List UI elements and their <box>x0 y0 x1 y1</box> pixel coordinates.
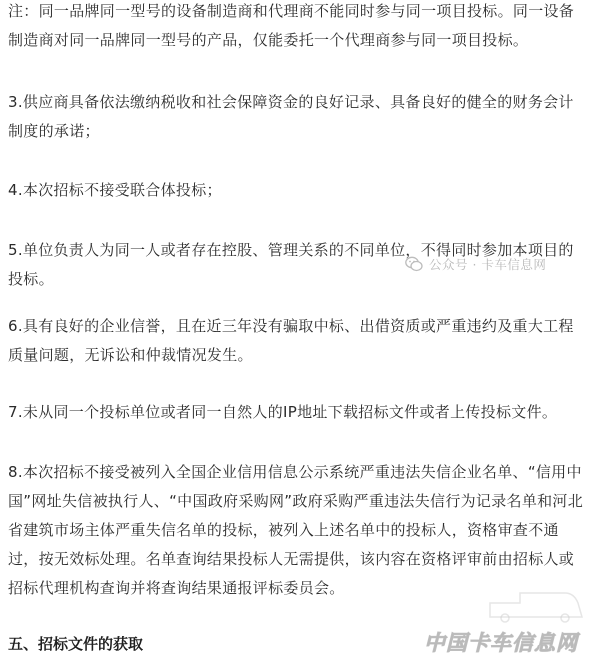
paragraph-item-6 <box>8 312 592 370</box>
paragraph-note <box>8 0 592 55</box>
paragraph-line: 5.单位负责人为同一人或者存在控股、管理关系的不同单位，不得同时参加本项目的 <box>8 241 574 259</box>
paragraph-item-8 <box>8 458 592 603</box>
paragraph-line: 7.未从同一个投标单位或者同一自然人的IP地址下载招标文件或者上传投标文件。 <box>8 403 558 421</box>
paragraph-item-3 <box>8 88 592 146</box>
watermark-text: 公众号 · 卡车信息网 <box>429 257 547 272</box>
paragraph-line: 质量问题，无诉讼和仲裁情况发生。 <box>8 346 253 364</box>
paragraph-item-7 <box>8 398 592 427</box>
site-logo: 中国卡车信息网 <box>424 631 578 655</box>
paragraph-line: 6.具有良好的企业信誉，且在近三年没有骗取中标、出借资质或严重违约及重大工程 <box>8 317 574 335</box>
paragraph-line: 制造商对同一品牌同一型号的产品，仅能委托一个代理商参与同一项目投标。 <box>8 31 529 49</box>
paragraph-line: 国”网址失信被执行人、“中国政府采购网”政府采购严重违法失信行为记录名单和河北 <box>8 492 584 510</box>
section-heading: 五、招标文件的获取 <box>8 635 144 653</box>
paragraph-line: 过，按无效标处理。名单查询结果投标人无需提供，该内容在资格评审前由招标人或 <box>8 550 575 568</box>
paragraph-item-4 <box>8 176 592 205</box>
truck-logo-icon <box>470 585 590 625</box>
paragraph-line: 4.本次招标不接受联合体投标； <box>8 181 222 199</box>
paragraph-line: 省建筑市场主体严重失信名单的投标，被列入上述名单中的投标人，资格审查不通 <box>8 521 559 539</box>
paragraph-line: 8.本次招标不接受被列入全国企业信用信息公示系统严重违法失信企业名单、“信用中 <box>8 463 582 481</box>
wechat-icon <box>405 256 423 272</box>
paragraph-line: 制度的承诺； <box>8 122 100 140</box>
paragraph-line: 投标。 <box>8 270 54 288</box>
paragraph-line: 招标代理机构查询并将查询结果通报评标委员会。 <box>8 579 345 597</box>
paragraph-line: 注：同一品牌同一型号的设备制造商和代理商不能同时参与同一项目投标。同一设备 <box>8 2 575 20</box>
paragraph-line: 3.供应商具备依法缴纳税收和社会保障资金的良好记录、具备良好的健全的财务会计 <box>8 93 574 111</box>
watermark <box>405 255 546 273</box>
